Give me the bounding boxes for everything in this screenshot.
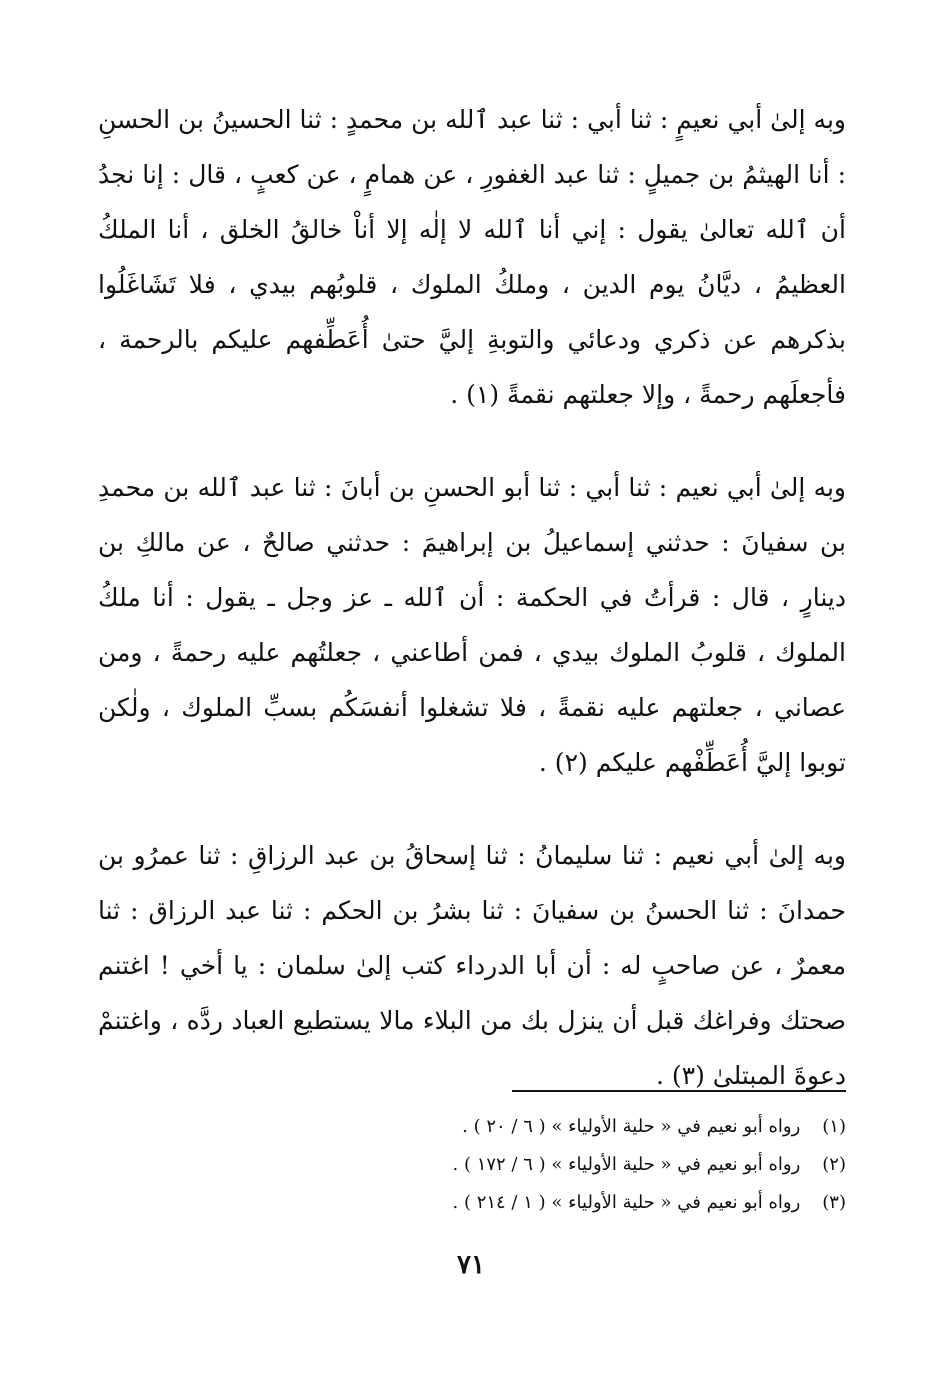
footnote-separator (512, 1090, 846, 1092)
footnote-text: رواه أبو نعيم في « حلية الأولياء » ( ٦ / ١٧٢ ) . (452, 1154, 801, 1175)
footnote-1 (98, 1108, 846, 1146)
footnote-2 (98, 1146, 846, 1184)
footnote-text: رواه أبو نعيم في « حلية الأولياء » ( ١ / ٢١٤ ) . (452, 1192, 801, 1213)
footnote-number: (٢) (822, 1154, 846, 1175)
footnote-number: (١) (822, 1116, 846, 1137)
page-number: ٧١ (457, 1250, 485, 1280)
footnote-text: رواه أبو نعيم في « حلية الأولياء » ( ٦ / ٢٠ ) . (462, 1116, 801, 1137)
paragraph-2: وبه إلىٰ أبي نعيم : ثنا أبي : ثنا أبو الحسنِ بن أبانَ : ثنا عبد ٱلله بن محمدِ بن سفيانَ : حدثني إسماعيلُ بن إبراهيمَ : حدثني صالحٌ ، عن مالكِ بن دينارٍ ، قال : قرأتُ في الحكمة : أن ٱلله ـ عز وجل ـ يقول : أنا ملكُ الملوك ، قلوبُ الملوك بيدي ، فمن أطاعني ، جعلتُهم عليه رحمةً ، ومن عصاني ، جعلتهم عليه نقمةً ، فلا تشغلوا أنفسَكُم بسبِّ الملوك ، ولٰكن توبوا إليَّ أُعَطِّفْهم عليكم (٢) . (98, 473, 846, 777)
paragraph-1: وبه إلىٰ أبي نعيمٍ : ثنا أبي : ثنا عبد ٱلله بن محمدٍ : ثنا الحسينُ بن الحسنِ : أنا الهيثمُ بن جميلٍ : ثنا عبد الغفورِ ، عن همامٍ ، عن كعبٍ ، قال : إنا نجدُ أن ٱلله تعالىٰ يقول : إني أنا ٱلله لا إلٰه إلا أناْ خالقُ الخلق ، أنا الملكُ العظيمُ ، ديَّانُ يوم الدين ، وملكُ الملوك ، قلوبُهم بيدي ، فلا تَشَاغَلُوا بذكرهم عن ذكري ودعائي والتوبةِ إليَّ حتىٰ أُعَطِّفهم عليكم بالرحمة ، فأجعلَهم رحمةً ، وإلا جعلتهم نقمةً (١) . (98, 105, 846, 409)
paragraph-3: وبه إلىٰ أبي نعيم : ثنا سليمانُ : ثنا إسحاقُ بن عبد الرزاقِ : ثنا عمرُو بن حمدانَ : ثنا الحسنُ بن سفيانَ : ثنا بشرُ بن الحكم : ثنا عبد الرزاق : ثنا معمرٌ ، عن صاحبٍ له : أن أبا الدرداء كتب إلىٰ سلمان : يا أخي ! اغتنم صحتك وفراغك قبل أن ينزل بك من البلاء مالا يستطيع العباد ردَّه ، واغتنمْ دعوةَ المبتلىٰ (٣) . (98, 841, 846, 1090)
footnotes (98, 1108, 846, 1222)
footnote-3 (98, 1184, 846, 1222)
main-text (98, 92, 846, 1103)
footnote-number: (٣) (822, 1192, 846, 1213)
